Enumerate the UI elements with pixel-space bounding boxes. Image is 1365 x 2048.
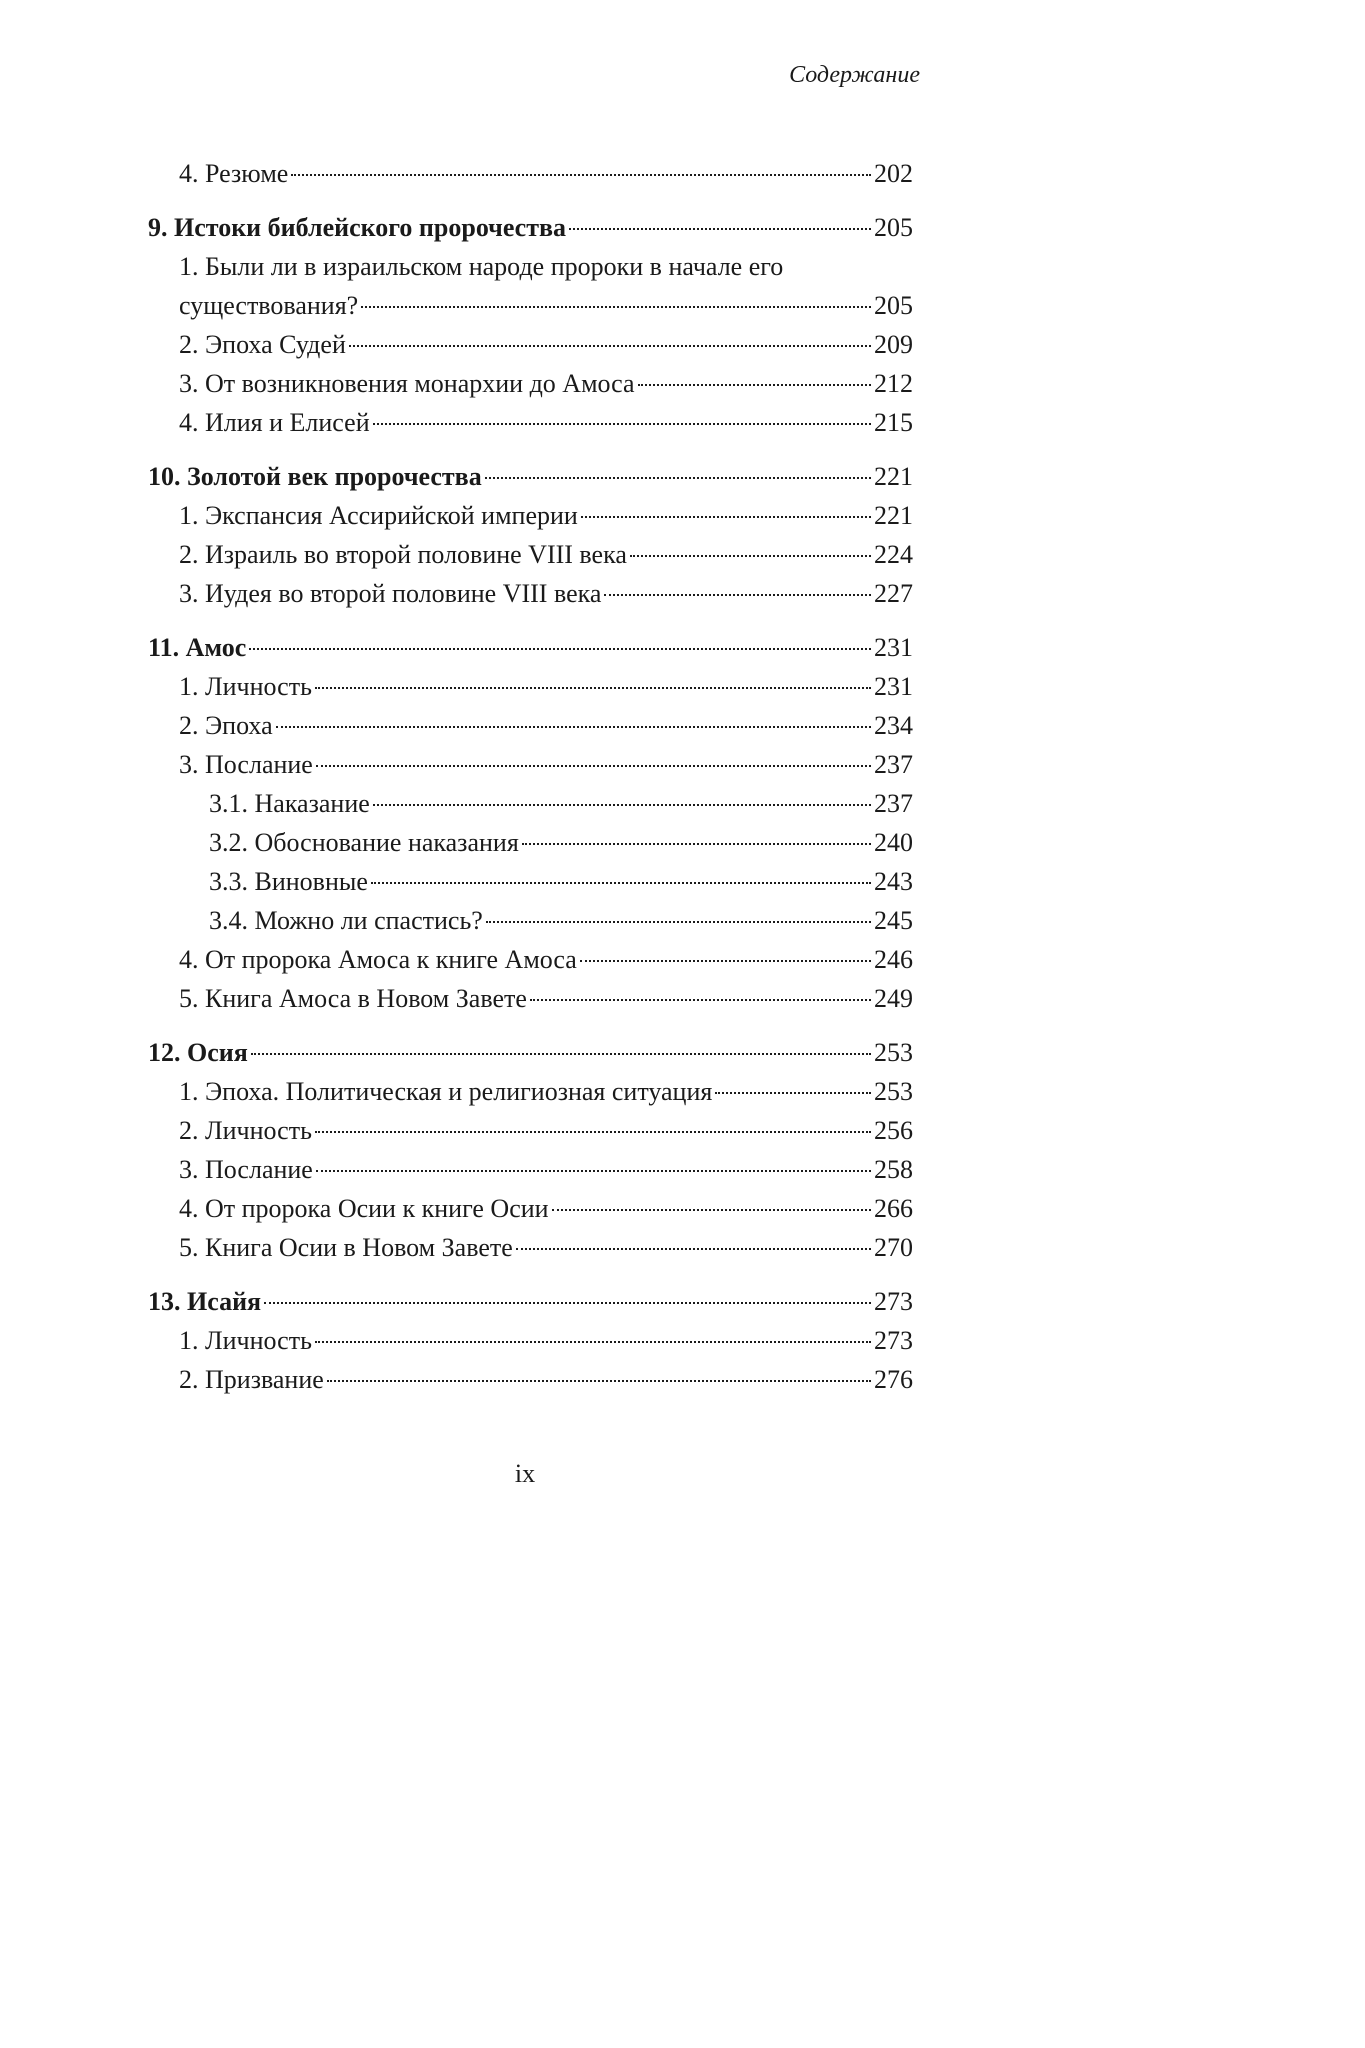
toc-page-number: 258	[874, 1155, 913, 1184]
toc-page-number: 221	[874, 501, 913, 530]
toc-entry-title: 3. Иудея во второй половине VIII века	[179, 579, 602, 608]
toc-page-number: 234	[874, 711, 913, 740]
toc-entry-title: 2. Личность	[179, 1116, 312, 1145]
toc-entry[interactable]	[148, 368, 913, 407]
toc-page-number: 202	[874, 159, 913, 188]
dot-leader	[276, 726, 871, 728]
dot-leader	[349, 345, 871, 347]
toc-entry-title: 4. Илия и Елисей	[179, 408, 370, 437]
dot-leader	[530, 999, 871, 1001]
dot-leader	[361, 306, 871, 308]
toc-chapter-title: 11. Амос	[148, 633, 247, 662]
toc-entry[interactable]	[148, 578, 913, 617]
toc-entry-title: 3.3. Виновные	[209, 867, 368, 896]
toc-entry-title: 5. Книга Амоса в Новом Завете	[179, 984, 527, 1013]
toc-entry-title: 2. Эпоха	[179, 711, 273, 740]
dot-leader	[315, 1341, 871, 1343]
toc-entry[interactable]	[148, 407, 913, 446]
toc-page-number: 266	[874, 1194, 913, 1223]
toc-entry[interactable]	[148, 827, 913, 866]
toc-page-number: 237	[874, 789, 913, 818]
toc-page-number: 273	[874, 1287, 913, 1316]
dot-leader	[264, 1302, 871, 1304]
toc-page-number: 270	[874, 1233, 913, 1262]
toc-page-number: 205	[874, 291, 913, 320]
dot-leader	[569, 228, 871, 230]
toc-entry[interactable]	[148, 329, 913, 368]
dot-leader	[486, 921, 871, 923]
toc-chapter[interactable]	[148, 1037, 913, 1076]
toc-entry-title: 4. От пророка Осии к книге Осии	[179, 1194, 549, 1223]
toc-entry[interactable]	[148, 539, 913, 578]
toc-entry[interactable]	[148, 1364, 913, 1403]
toc-page-number: 231	[874, 672, 913, 701]
dot-leader	[251, 1053, 871, 1055]
toc-entry-title: 1. Были ли в израильском народе пророки в начале его	[179, 252, 784, 281]
toc-entry-title: 3.4. Можно ли спастись?	[209, 906, 483, 935]
dot-leader	[315, 687, 871, 689]
dot-leader	[485, 477, 871, 479]
dot-leader	[552, 1209, 871, 1211]
toc-entry[interactable]	[148, 158, 913, 197]
toc-page-number: 253	[874, 1038, 913, 1067]
toc-page-number: 209	[874, 330, 913, 359]
dot-leader	[580, 960, 871, 962]
toc-entry[interactable]	[148, 251, 913, 329]
toc-page-number: 231	[874, 633, 913, 662]
toc-chapter[interactable]	[148, 1286, 913, 1325]
toc-entry-title: 2. Призвание	[179, 1365, 324, 1394]
toc-entry-title: 4. Резюме	[179, 159, 289, 188]
toc-entry-title: 1. Экспансия Ассирийской империи	[179, 501, 578, 530]
toc-entry-title: 3. Послание	[179, 750, 313, 779]
dot-leader	[316, 1170, 871, 1172]
toc-entry[interactable]	[148, 1115, 913, 1154]
toc-page-number: 221	[874, 462, 913, 491]
toc-page-number: 237	[874, 750, 913, 779]
dot-leader	[604, 594, 871, 596]
toc-entry-title: 3. От возникновения монархии до Амоса	[179, 369, 635, 398]
toc-entry-title: 1. Личность	[179, 1326, 312, 1355]
dot-leader	[630, 555, 871, 557]
toc-page-number: 215	[874, 408, 913, 437]
toc-chapter[interactable]	[148, 632, 913, 671]
dot-leader	[371, 882, 871, 884]
running-head: Содержание	[789, 62, 920, 88]
toc-entry[interactable]	[148, 710, 913, 749]
toc-entry[interactable]	[148, 983, 913, 1022]
toc-page-number: 273	[874, 1326, 913, 1355]
toc-entry-title: 3.1. Наказание	[209, 789, 370, 818]
dot-leader	[315, 1131, 871, 1133]
toc-page-number: 256	[874, 1116, 913, 1145]
dot-leader	[638, 384, 871, 386]
toc-page-number: 240	[874, 828, 913, 857]
toc-entry[interactable]	[148, 500, 913, 539]
toc-entry-title: 3. Послание	[179, 1155, 313, 1184]
toc-chapter-title: 12. Осия	[148, 1038, 248, 1067]
dot-leader	[522, 843, 871, 845]
dot-leader	[249, 648, 871, 650]
toc-chapter-title: 9. Истоки библейского пророчества	[148, 213, 567, 242]
dot-leader	[316, 765, 871, 767]
dot-leader	[291, 174, 871, 176]
toc-entry[interactable]	[148, 1325, 913, 1364]
toc-entry-title-continued: существования?	[179, 291, 359, 320]
toc-page-number: 249	[874, 984, 913, 1013]
toc-entry[interactable]	[148, 866, 913, 905]
dot-leader	[373, 423, 871, 425]
page-number: ix	[514, 1459, 536, 1488]
toc-entry-title: 2. Израиль во второй половине VIII века	[179, 540, 627, 569]
toc-page-number: 227	[874, 579, 913, 608]
toc-entry-title: 1. Эпоха. Политическая и религиозная ситуация	[179, 1077, 713, 1106]
toc-chapter[interactable]	[148, 461, 913, 500]
toc-entry-title: 3.2. Обоснование наказания	[209, 828, 519, 857]
toc-page-number: 212	[874, 369, 913, 398]
toc-entry-title: 4. От пророка Амоса к книге Амоса	[179, 945, 577, 974]
toc-page-number: 224	[874, 540, 913, 569]
toc-entry[interactable]	[148, 1193, 913, 1232]
dot-leader	[516, 1248, 871, 1250]
toc-chapter[interactable]	[148, 212, 913, 251]
dot-leader	[327, 1380, 871, 1382]
toc-entry[interactable]	[148, 671, 913, 710]
toc-entry[interactable]	[148, 1154, 913, 1193]
table-of-contents	[148, 158, 913, 1403]
toc-entry-title: 2. Эпоха Судей	[179, 330, 346, 359]
toc-entry[interactable]	[148, 905, 913, 944]
toc-page-number: 245	[874, 906, 913, 935]
toc-entry-title: 5. Книга Осии в Новом Завете	[179, 1233, 513, 1262]
toc-page-number: 276	[874, 1365, 913, 1394]
toc-entry[interactable]	[148, 749, 913, 788]
toc-page-number: 246	[874, 945, 913, 974]
toc-entry[interactable]	[148, 1232, 913, 1271]
dot-leader	[715, 1092, 871, 1094]
dot-leader	[373, 804, 871, 806]
toc-page-number: 253	[874, 1077, 913, 1106]
toc-page-number: 205	[874, 213, 913, 242]
toc-chapter-title: 10. Золотой век пророчества	[148, 462, 482, 491]
toc-entry[interactable]	[148, 788, 913, 827]
toc-entry[interactable]	[148, 1076, 913, 1115]
toc-chapter-title: 13. Исайя	[148, 1287, 262, 1316]
toc-page-number: 243	[874, 867, 913, 896]
toc-entry-title: 1. Личность	[179, 672, 312, 701]
toc-entry[interactable]	[148, 944, 913, 983]
dot-leader	[581, 516, 871, 518]
